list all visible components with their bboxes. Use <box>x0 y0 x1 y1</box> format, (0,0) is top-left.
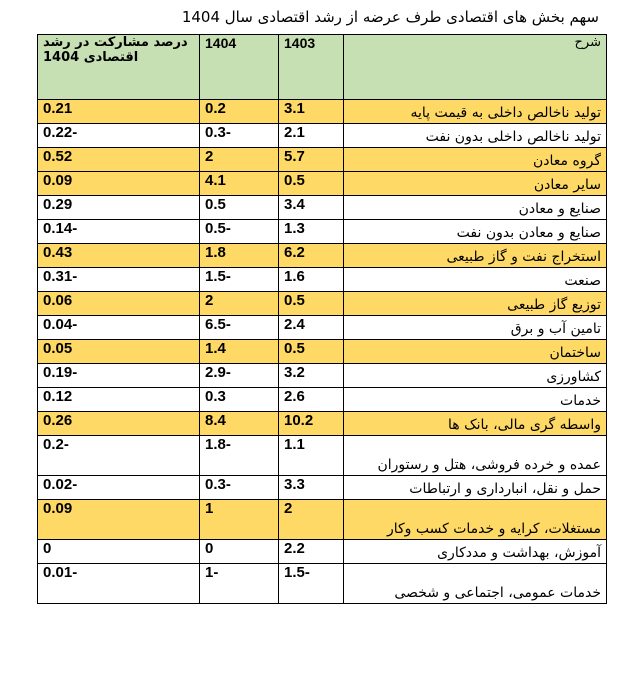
row-value-1404: 1.8 <box>200 244 279 268</box>
row-description: مستغلات، کرایه و خدمات کسب وکار <box>344 500 607 540</box>
row-contribution-share: 0.19- <box>38 364 200 388</box>
row-value-1403: 3.2 <box>279 364 344 388</box>
table-row <box>38 148 607 172</box>
table-row <box>38 540 607 564</box>
row-description: توزیع گاز طبیعی <box>344 292 607 316</box>
row-value-1404: 0.3- <box>200 124 279 148</box>
row-contribution-share: 0 <box>38 540 200 564</box>
row-description: خدمات عمومی، اجتماعی و شخصی <box>344 564 607 604</box>
row-description: عمده و خرده فروشی، هتل و رستوران <box>344 436 607 476</box>
row-value-1404: 0.5 <box>200 196 279 220</box>
table-row <box>38 220 607 244</box>
table-row <box>38 196 607 220</box>
row-value-1403: 1.5- <box>279 564 344 604</box>
row-value-1404: 1 <box>200 500 279 540</box>
table-row <box>38 388 607 412</box>
row-value-1404: 1.8- <box>200 436 279 476</box>
row-value-1404: 0.5- <box>200 220 279 244</box>
header-year-1403: 1403 <box>279 35 344 100</box>
row-contribution-share: 0.04- <box>38 316 200 340</box>
row-description: ساختمان <box>344 340 607 364</box>
row-value-1403: 5.7 <box>279 148 344 172</box>
table-row <box>38 268 607 292</box>
row-contribution-share: 0.14- <box>38 220 200 244</box>
row-description: کشاورزی <box>344 364 607 388</box>
header-contribution-share: درصد مشارکت در رشد اقتصادی 1404 <box>38 35 200 100</box>
row-description: تولید ناخالص داخلی به قیمت پایه <box>344 100 607 124</box>
row-value-1404: 2.9- <box>200 364 279 388</box>
row-contribution-share: 0.09 <box>38 172 200 196</box>
row-description: صنعت <box>344 268 607 292</box>
row-value-1403: 0.5 <box>279 292 344 316</box>
row-contribution-share: 0.09 <box>38 500 200 540</box>
row-value-1403: 2 <box>279 500 344 540</box>
row-value-1403: 3.1 <box>279 100 344 124</box>
row-value-1404: 0 <box>200 540 279 564</box>
row-contribution-share: 0.52 <box>38 148 200 172</box>
row-value-1404: 2 <box>200 148 279 172</box>
row-value-1404: 0.3 <box>200 388 279 412</box>
table-row <box>38 436 607 476</box>
row-value-1403: 1.1 <box>279 436 344 476</box>
table-row <box>38 244 607 268</box>
row-value-1404: 8.4 <box>200 412 279 436</box>
table-row <box>38 364 607 388</box>
table-row <box>38 500 607 540</box>
row-value-1403: 6.2 <box>279 244 344 268</box>
row-value-1403: 1.6 <box>279 268 344 292</box>
row-value-1403: 2.4 <box>279 316 344 340</box>
row-value-1403: 1.3 <box>279 220 344 244</box>
row-value-1403: 10.2 <box>279 412 344 436</box>
row-description: استخراج نفت و گاز طبیعی <box>344 244 607 268</box>
row-contribution-share: 0.26 <box>38 412 200 436</box>
row-description: آموزش، بهداشت و مددکاری <box>344 540 607 564</box>
table-row <box>38 292 607 316</box>
table-row <box>38 340 607 364</box>
row-contribution-share: 0.2- <box>38 436 200 476</box>
row-contribution-share: 0.01- <box>38 564 200 604</box>
row-description: واسطه گری مالی، بانک ها <box>344 412 607 436</box>
row-description: خدمات <box>344 388 607 412</box>
table-row <box>38 316 607 340</box>
row-value-1403: 3.3 <box>279 476 344 500</box>
table-row <box>38 476 607 500</box>
row-value-1403: 2.2 <box>279 540 344 564</box>
table-row <box>38 412 607 436</box>
row-contribution-share: 0.29 <box>38 196 200 220</box>
header-year-1404: 1404 <box>200 35 279 100</box>
row-contribution-share: 0.06 <box>38 292 200 316</box>
growth-share-table <box>37 34 607 604</box>
row-value-1404: 0.3- <box>200 476 279 500</box>
table-body <box>38 100 607 604</box>
row-description: سایر معادن <box>344 172 607 196</box>
row-value-1404: 6.5- <box>200 316 279 340</box>
row-value-1403: 0.5 <box>279 172 344 196</box>
table-row <box>38 124 607 148</box>
row-value-1404: 0.2 <box>200 100 279 124</box>
row-contribution-share: 0.22- <box>38 124 200 148</box>
table-row <box>38 172 607 196</box>
row-description: گروه معادن <box>344 148 607 172</box>
row-value-1403: 0.5 <box>279 340 344 364</box>
row-contribution-share: 0.12 <box>38 388 200 412</box>
header-description: شرح <box>344 35 607 100</box>
row-contribution-share: 0.02- <box>38 476 200 500</box>
row-value-1404: 1- <box>200 564 279 604</box>
row-value-1404: 2 <box>200 292 279 316</box>
row-value-1403: 2.1 <box>279 124 344 148</box>
row-value-1404: 4.1 <box>200 172 279 196</box>
row-value-1403: 3.4 <box>279 196 344 220</box>
row-contribution-share: 0.05 <box>38 340 200 364</box>
row-value-1404: 1.4 <box>200 340 279 364</box>
row-description: صنایع و معادن بدون نفت <box>344 220 607 244</box>
row-contribution-share: 0.21 <box>38 100 200 124</box>
table-row <box>38 564 607 604</box>
row-value-1403: 2.6 <box>279 388 344 412</box>
row-description: صنایع و معادن <box>344 196 607 220</box>
table-title: سهم بخش های اقتصادی طرف عرضه از رشد اقتصادی سال 1404 <box>181 8 599 26</box>
row-description: حمل و نقل، انبارداری و ارتباطات <box>344 476 607 500</box>
row-value-1404: 1.5- <box>200 268 279 292</box>
row-description: تولید ناخالص داخلی بدون نفت <box>344 124 607 148</box>
table-row <box>38 100 607 124</box>
row-contribution-share: 0.43 <box>38 244 200 268</box>
row-description: تامین آب و برق <box>344 316 607 340</box>
row-contribution-share: 0.31- <box>38 268 200 292</box>
header-row <box>38 35 607 100</box>
